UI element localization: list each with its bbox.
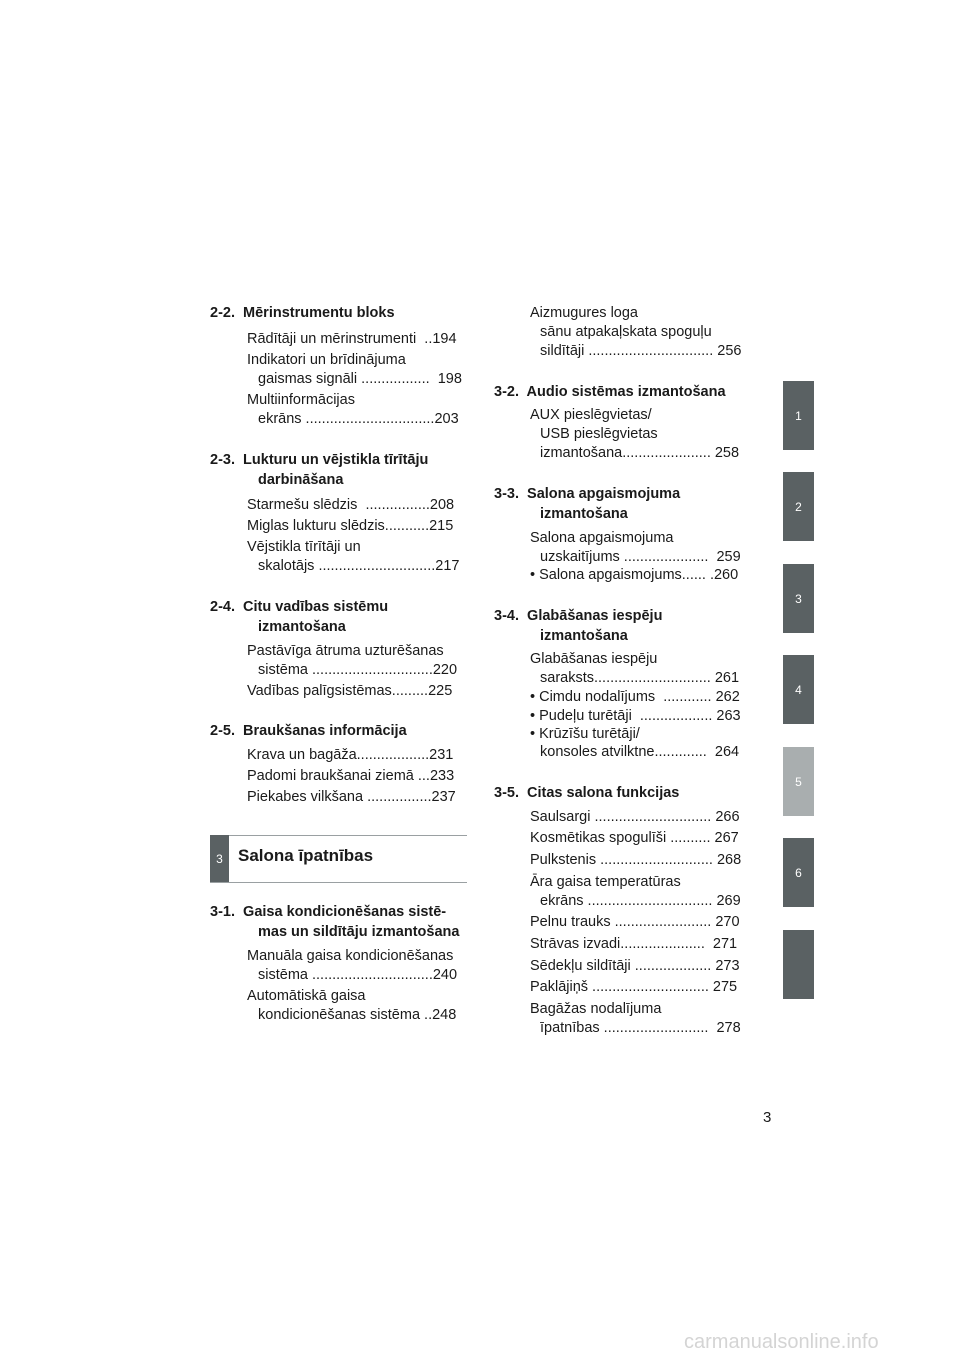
toc-entry[interactable]: sildītāji ............................... 256 [540,343,742,359]
section-number-badge: 3 [210,835,229,882]
chapter-tab-index[interactable] [783,930,814,999]
section-2-2-title: 2-2. Mērinstrumentu bloks [210,305,395,321]
section-3-3-title: 3-3. Salona apgaismojuma [494,486,681,502]
chapter-tab-2[interactable]: 2 [783,472,814,541]
toc-entry[interactable]: Sēdekļu sildītāji ................... 273 [530,958,740,974]
toc-entry[interactable]: Miglas lukturu slēdzis...........215 [247,518,454,534]
toc-entry[interactable]: • Krūzīšu turētāji/ [530,726,640,742]
section-3-3-title: izmantošana [540,506,628,522]
toc-entry[interactable]: Rādītāji un mērinstrumenti ..194 [247,331,457,347]
chapter-tab-1[interactable]: 1 [783,381,814,450]
toc-entry[interactable]: • Pudeļu turētāji .................. 263 [530,708,741,724]
toc-entry[interactable]: Starmešu slēdzis ................208 [247,497,455,513]
toc-entry[interactable]: gaismas signāli ................. 198 [258,371,462,387]
toc-entry[interactable]: Bagāžas nodalījuma [530,1001,662,1017]
toc-entry[interactable]: Pelnu trauks ........................ 270 [530,914,740,930]
toc-entry[interactable]: izmantošana...................... 258 [540,445,740,461]
toc-entry[interactable]: AUX pieslēgvietas/ [530,407,652,423]
section-2-4-title: 2-4. Citu vadības sistēmu [210,599,389,615]
toc-entry[interactable]: Strāvas izvadi..................... 271 [530,936,738,952]
toc-entry[interactable]: konsoles atvilktne............. 264 [540,744,740,760]
toc-entry[interactable]: sistēma ..............................220 [258,662,458,678]
toc-entry[interactable]: Indikatori un brīdinājuma [247,352,406,368]
toc-entry[interactable]: Vadības palīgsistēmas.........225 [247,683,453,699]
toc-entry[interactable]: kondicionēšanas sistēma ..248 [258,1007,457,1023]
section-2-4-title: izmantošana [258,619,346,635]
section-3-1-title: mas un sildītāju izmantošana [258,924,460,940]
section-3-5-title: 3-5. Citas salona funkcijas [494,785,680,801]
toc-entry[interactable]: Automātiskā gaisa [247,988,366,1004]
toc-entry[interactable]: • Cimdu nodalījums ............ 262 [530,689,740,705]
toc-entry[interactable]: Pulkstenis ............................ 268 [530,852,742,868]
section-3-4-title: 3-4. Glabāšanas iespēju [494,608,663,624]
toc-entry[interactable]: Āra gaisa temperatūras [530,874,681,890]
section-3-2-title: 3-2. Audio sistēmas izmantošana [494,384,726,400]
section-rule-bottom [210,882,467,883]
watermark: carmanualsonline.info [684,1331,879,1353]
toc-entry[interactable]: īpatnības .......................... 278 [540,1020,741,1036]
section-3-1-title: 3-1. Gaisa kondicionēšanas sistē- [210,904,447,920]
toc-entry[interactable]: sānu atpakaļskata spoguļu [540,324,712,340]
chapter-tab-6[interactable]: 6 [783,838,814,907]
toc-entry[interactable]: Krava un bagāža..................231 [247,747,454,763]
toc-entry[interactable]: Piekabes vilkšana ................237 [247,789,456,805]
toc-entry[interactable]: • Salona apgaismojums...... .260 [530,567,739,583]
toc-entry[interactable]: sistēma ..............................240 [258,967,458,983]
toc-entry[interactable]: Multiinformācijas [247,392,355,408]
toc-entry[interactable]: Glabāšanas iespēju [530,651,658,667]
toc-entry[interactable]: ekrāns ................................203 [258,411,459,427]
toc-entry[interactable]: Pastāvīga ātruma uzturēšanas [247,643,444,659]
toc-entry[interactable]: Vējstikla tīrītāji un [247,539,361,555]
toc-entry[interactable]: Saulsargi ............................. 266 [530,809,740,825]
toc-entry[interactable]: Paklājiņš ............................. 275 [530,979,738,995]
toc-entry[interactable]: USB pieslēgvietas [540,426,658,442]
toc-entry[interactable]: Kosmētikas spogulīši .......... 267 [530,830,739,846]
section-3-4-title: izmantošana [540,628,628,644]
toc-entry[interactable]: ekrāns ............................... 269 [540,893,741,909]
toc-entry[interactable]: Salona apgaismojuma [530,530,674,546]
section-2-3-title: 2-3. Lukturu un vējstikla tīrītāju [210,452,429,468]
toc-entry[interactable]: Aizmugures loga [530,305,638,321]
section-title: Salona īpatnības [238,846,374,865]
section-2-3-title: darbināšana [258,472,344,488]
page-number: 3 [763,1109,772,1126]
section-rule-top [210,835,467,836]
chapter-tab-5[interactable]: 5 [783,747,814,816]
toc-entry[interactable]: saraksts............................. 261 [540,670,740,686]
chapter-tab-4[interactable]: 4 [783,655,814,724]
toc-entry[interactable]: uzskaitījums ..................... 259 [540,549,741,565]
section-2-5-title: 2-5. Braukšanas informācija [210,723,407,739]
toc-entry[interactable]: Manuāla gaisa kondicionēšanas [247,948,454,964]
toc-entry[interactable]: Padomi braukšanai ziemā ...233 [247,768,455,784]
chapter-tab-3[interactable]: 3 [783,564,814,633]
toc-entry[interactable]: skalotājs .............................217 [258,558,460,574]
